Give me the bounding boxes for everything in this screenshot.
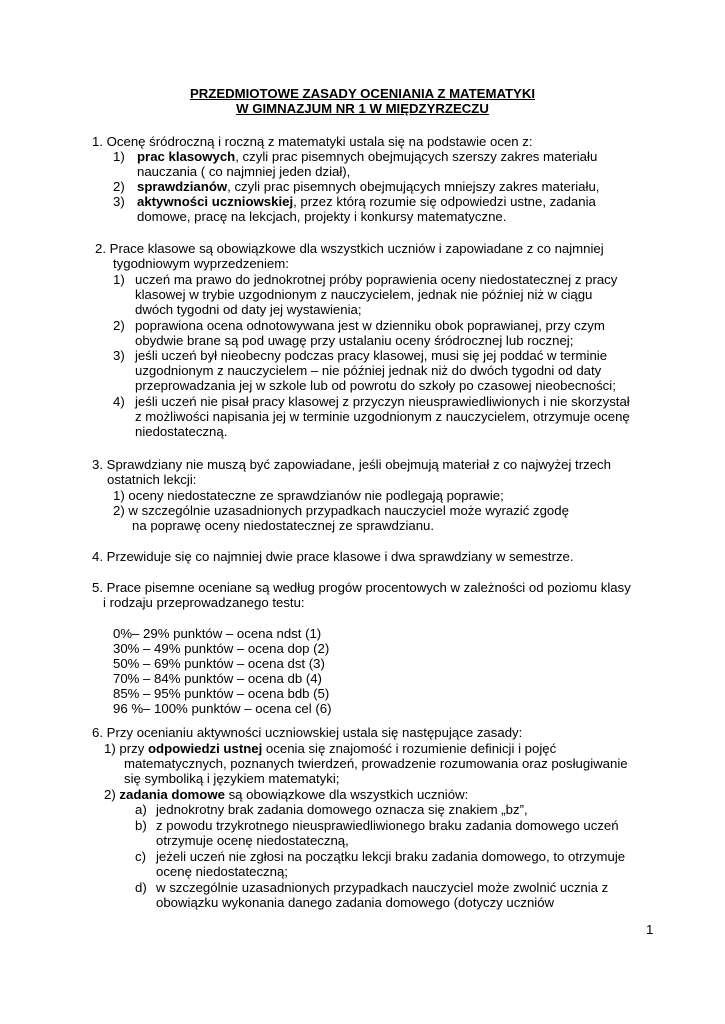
section-6-item-2-text: są obowiązkowe dla wszystkich uczniów:: [224, 787, 469, 802]
grade-threshold-1: 0%– 29% punktów – ocena ndst (1): [113, 626, 322, 641]
section-6-sub-d-line-1: w szczególnie uzasadnionych przypadkach nauczyciel może zwolnić ucznia z: [156, 880, 609, 895]
section-1-item-1-bold: prac klasowych: [137, 149, 236, 164]
grade-threshold-6: 96 %– 100% punktów – ocena cel (6): [113, 701, 332, 716]
section-2-intro-2: tygodniowym wyprzedzeniem:: [113, 256, 289, 271]
section-6-sub-b-num: b): [135, 818, 147, 833]
section-2-intro-1: 2. Prace klasowe są obowiązkowe dla wszystkich uczniów i zapowiadane z co najmniej: [95, 241, 604, 256]
section-6-sub-b-line-1: z powodu trzykrotnego nieusprawiedliwionego braku zadania domowego uczeń: [156, 818, 619, 833]
grade-threshold-3: 50% – 69% punktów – ocena dst (3): [113, 656, 325, 671]
section-4-text: 4. Przewiduje się co najmniej dwie prace klasowe i dwa sprawdziany w semestrze.: [92, 549, 574, 564]
section-2-item-4-line-3: niedostateczną.: [135, 424, 228, 439]
section-6-sub-c-line-1: jeżeli uczeń nie zgłosi na początku lekcji braku zadania domowego, to otrzymuje: [156, 849, 626, 864]
section-3-intro-2: ostatnich lekcji:: [107, 472, 197, 487]
section-6-item-1-line-3: się symboliką i językiem matematyki;: [124, 771, 340, 786]
section-1-item-1-text: , czyli prac pisemnych obejmujących szerszy zakres materiału: [235, 149, 598, 164]
section-1-item-3-num: 3): [113, 194, 125, 209]
section-1-intro: 1. Ocenę śródroczną i roczną z matematyki ustala się na podstawie ocen z:: [92, 134, 533, 149]
section-2-item-4-line-2: z możliwości napisania jej w terminie uzgodnionym z nauczycielem, otrzymuje ocenę: [135, 409, 630, 424]
section-6-sub-c-num: c): [135, 849, 146, 864]
section-3-item-1: 1) oceny niedostateczne ze sprawdzianów nie podlegają poprawie;: [113, 488, 504, 503]
section-3-item-2-line-2: na poprawę oceny niedostatecznej ze sprawdzianu.: [132, 518, 435, 533]
section-6-item-1-bold: odpowiedzi ustnej: [147, 741, 263, 756]
section-5-intro-2: i rodzaju przeprowadzanego testu:: [103, 595, 305, 610]
section-2-item-3-num: 3): [113, 348, 125, 363]
section-2-item-3-line-1: jeśli uczeń był nieobecny podczas pracy klasowej, musi się jej poddać w terminie: [135, 348, 608, 363]
section-1-item-3: [137, 194, 596, 209]
section-6-item-1-text: ocenia się znajomość i rozumienie definicji i pojęć: [262, 741, 557, 756]
document-title-line-1: PRZEDMIOTOWE ZASADY OCENIANIA Z MATEMATYKI: [189, 86, 536, 101]
section-5-intro-1: 5. Prace pisemne oceniane są według progów procentowych w zależności od poziomu klasy: [92, 580, 631, 595]
section-2-item-2-num: 2): [113, 318, 125, 333]
document-title-line-2: W GIMNAZJUM NR 1 W MIĘDZYRZECZU: [236, 101, 489, 116]
section-2-item-4-num: 4): [113, 394, 125, 409]
section-6-item-2-prefix: 2): [104, 787, 120, 802]
grade-threshold-5: 85% – 95% punktów – ocena bdb (5): [113, 686, 330, 701]
grade-threshold-4: 70% – 84% punktów – ocena db (4): [113, 671, 322, 686]
section-1-item-2-text: , czyli prac pisemnych obejmujących mniejszy zakres materiału,: [227, 179, 600, 194]
section-1-item-1: [137, 149, 597, 164]
section-6-sub-c-line-2: ocenę niedostateczną;: [156, 864, 288, 879]
section-6-intro: 6. Przy ocenianiu aktywności uczniowskiej ustala się następujące zasady:: [92, 725, 523, 740]
section-3-intro-1: 3. Sprawdziany nie muszą być zapowiadane, jeśli obejmują materiał z co najwyżej trzech: [92, 457, 611, 472]
section-2-item-3-line-3: przeprowadzania jej w szkole lub od powrotu do szkoły po czasowej nieobecności;: [135, 378, 616, 393]
section-1-item-3-cont: domowe, pracę na lekcjach, projekty i konkursy matematyczne.: [137, 209, 507, 224]
section-6-item-1: [104, 741, 556, 756]
section-1-item-2-bold: sprawdzianów: [137, 179, 228, 194]
section-6-sub-a-num: a): [135, 802, 147, 817]
section-1-item-3-bold: aktywności uczniowskiej: [137, 194, 294, 209]
section-2-item-1-num: 1): [113, 272, 125, 287]
section-6-item-1-prefix: 1) przy: [104, 741, 148, 756]
section-6-item-1-line-2: matematycznych, poznanych twierdzeń, prowadzenie rozumowania oraz posługiwanie: [124, 756, 628, 771]
section-6-sub-d-num: d): [135, 880, 147, 895]
section-2-item-2-line-1: poprawiona ocena odnotowywana jest w dzienniku obok poprawianej, przy czym: [135, 318, 605, 333]
page-number: 1: [646, 922, 654, 937]
section-1-item-2-num: 2): [113, 179, 125, 194]
section-1-item-1-cont: nauczania ( co najmniej jeden dział),: [137, 164, 351, 179]
section-1-item-2: [137, 179, 599, 194]
section-2-item-1-line-2: klasowej w trybie uzgodnionym z nauczycielem, jednak nie później niż w ciągu: [135, 287, 593, 302]
section-1-item-1-num: 1): [113, 149, 125, 164]
grade-threshold-2: 30% – 49% punktów – ocena dop (2): [113, 641, 330, 656]
section-2-item-2-line-2: obydwie brane są pod uwagę przy ustalaniu oceny śródrocznej lub rocznej;: [135, 333, 574, 348]
section-2-item-1-line-3: dwóch tygodni od daty jej wystawienia;: [135, 302, 362, 317]
section-6-sub-a-line-1: jednokrotny brak zadania domowego oznacza się znakiem „bz”,: [156, 802, 528, 817]
section-6-item-2: [104, 787, 468, 802]
section-1-item-3-text: , przez którą rozumie się odpowiedzi ustne, zadania: [293, 194, 596, 209]
section-2-item-4-line-1: jeśli uczeń nie pisał pracy klasowej z przyczyn nieusprawiedliwionych i nie skorzystał: [135, 394, 630, 409]
section-3-item-2-line-1: 2) w szczególnie uzasadnionych przypadkach nauczyciel może wyrazić zgodę: [113, 503, 569, 518]
section-6-sub-b-line-2: otrzymuje ocenę niedostateczną,: [156, 833, 349, 848]
section-6-item-2-bold: zadania domowe: [119, 787, 225, 802]
section-2-item-3-line-2: uzgodnionym z nauczycielem – nie później jednak niż do dwóch tygodni od daty: [135, 363, 602, 378]
section-6-sub-d-line-2: obowiązku wykonania danego zadania domowego (dotyczy uczniów: [156, 895, 555, 910]
section-2-item-1-line-1: uczeń ma prawo do jednokrotnej próby poprawienia oceny niedostatecznej z pracy: [135, 272, 618, 287]
